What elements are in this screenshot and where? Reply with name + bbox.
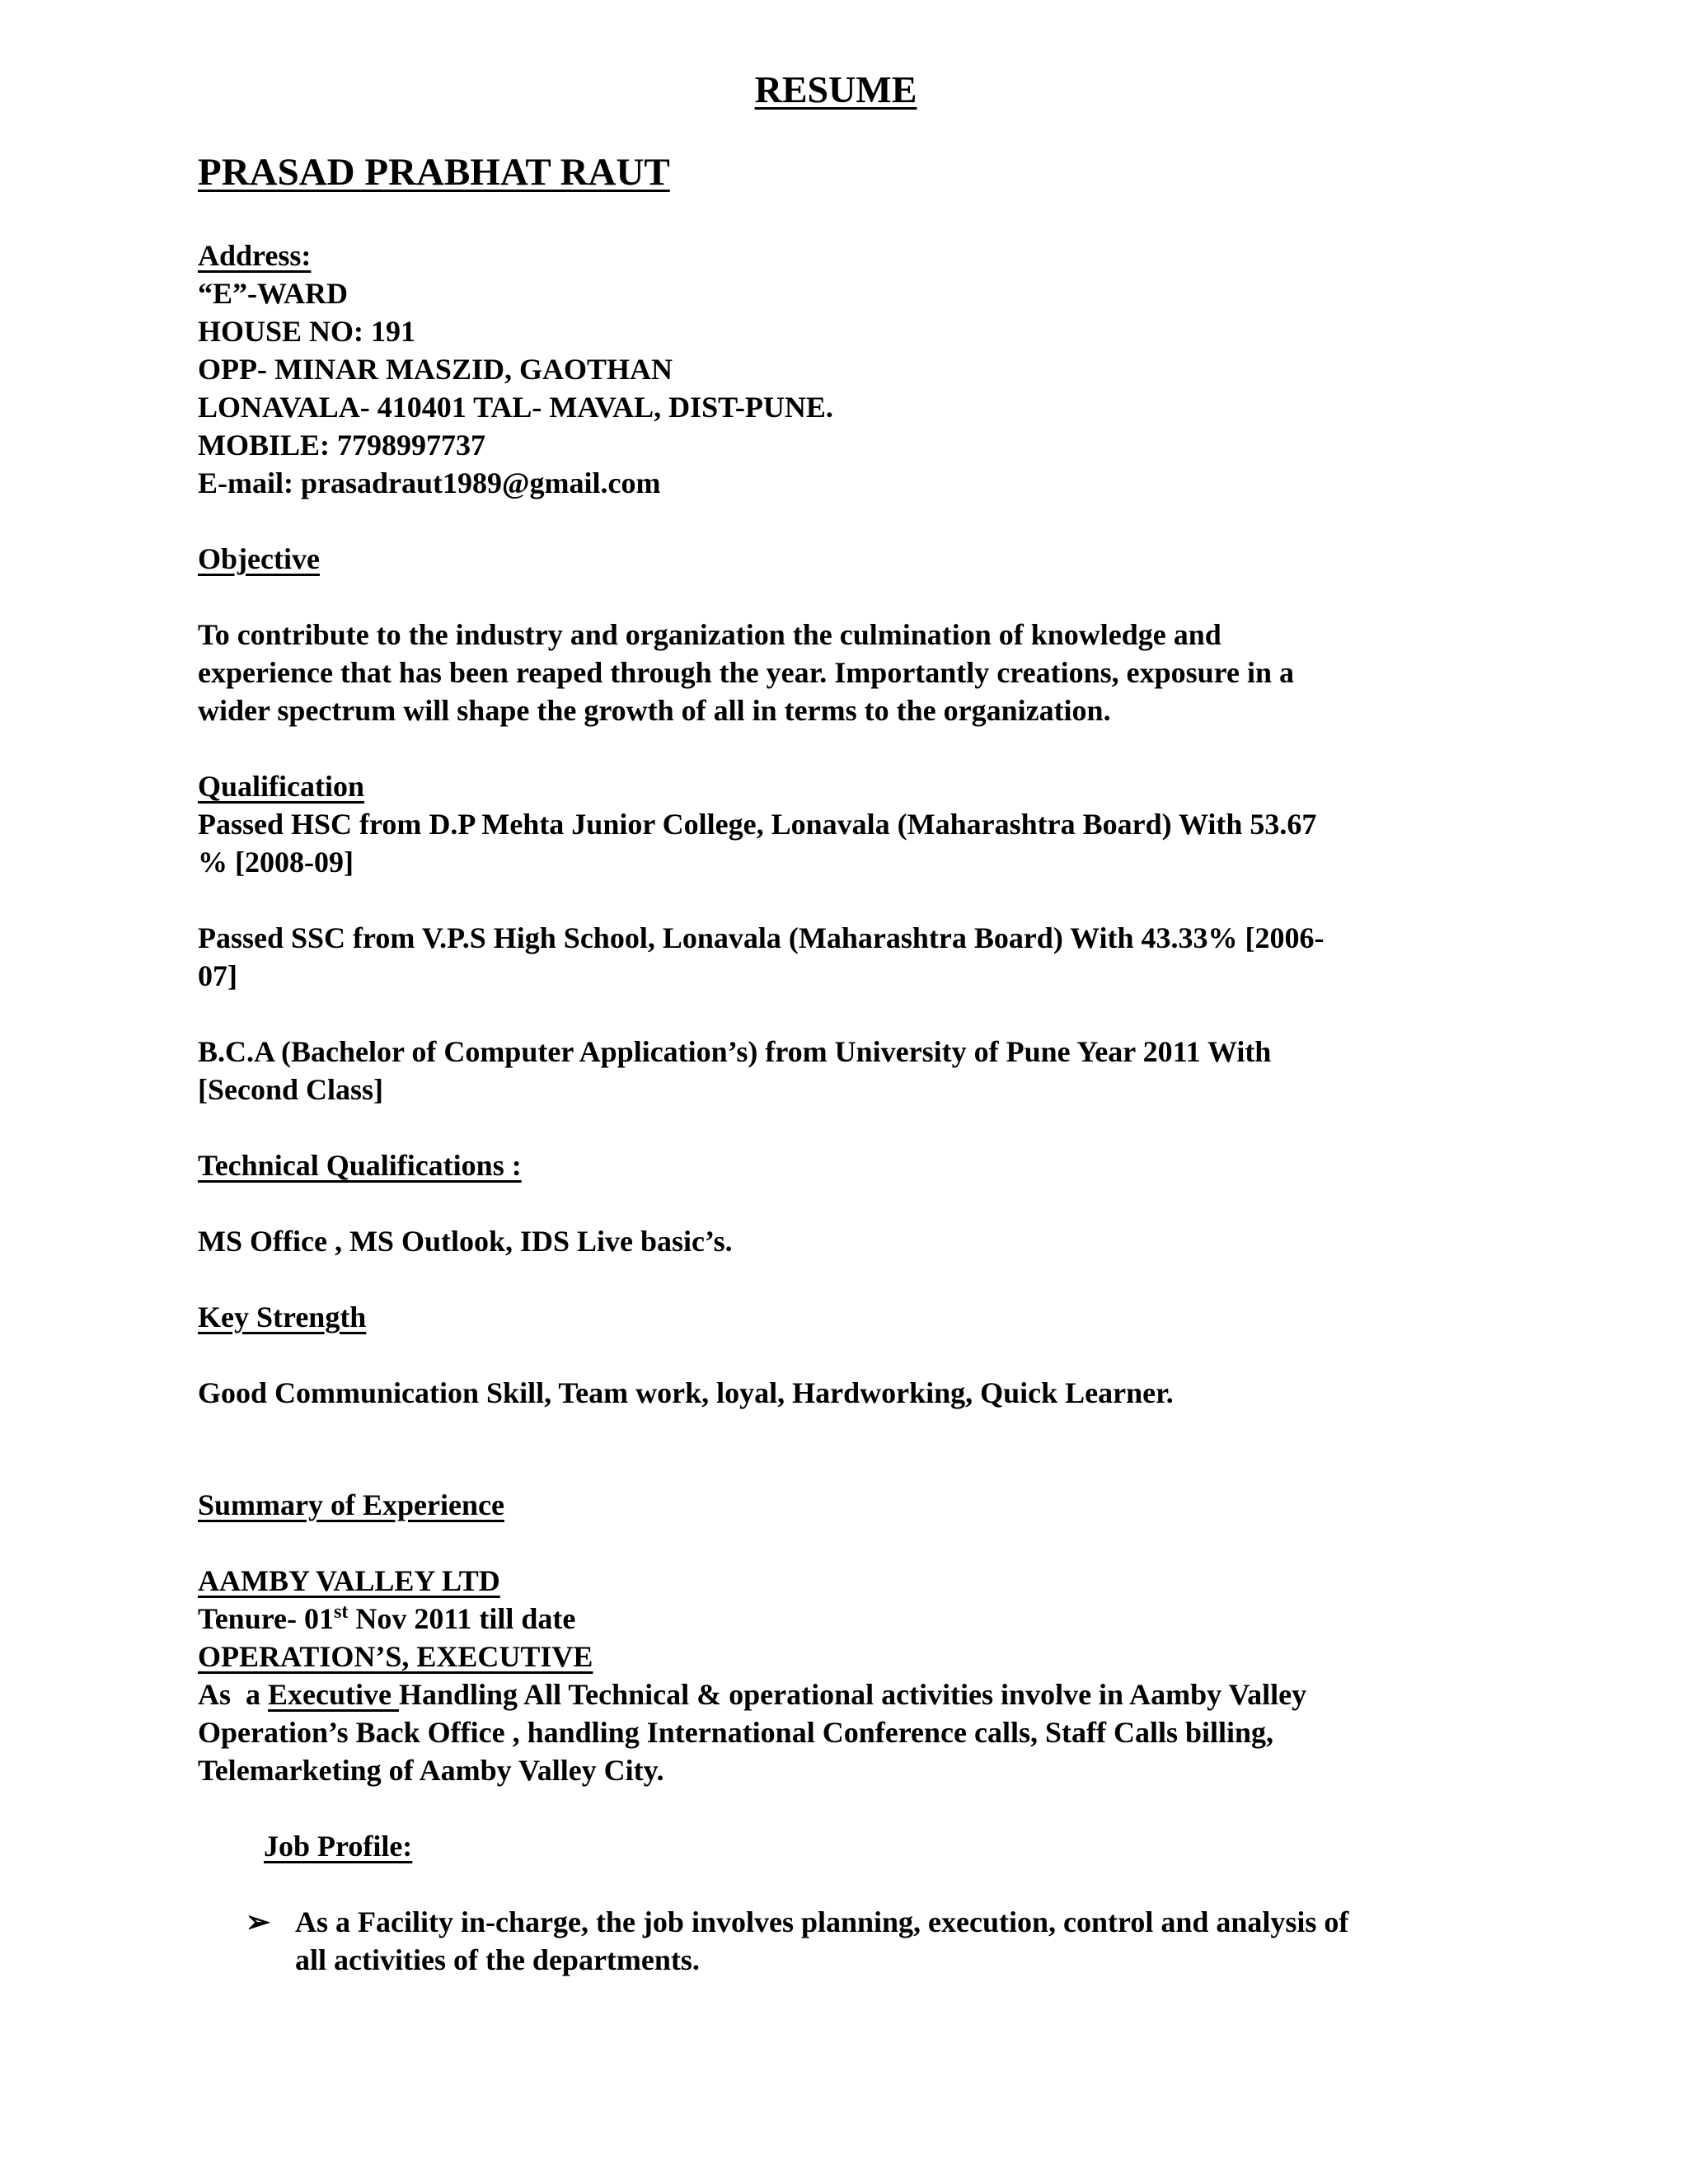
tenure-sup: st	[334, 1601, 349, 1623]
objective-line: wider spectrum will shape the growth of all in terms to the organization.	[198, 694, 1111, 727]
experience-desc-line3: Telemarketing of Aamby Valley City.	[198, 1754, 664, 1787]
job-profile-bullet-line1: As a Facility in-charge, the job involves planning, execution, control and analysis of	[295, 1905, 1349, 1938]
desc-prefix: As a	[198, 1678, 269, 1711]
candidate-name: PRASAD PRABHAT RAUT	[198, 151, 670, 194]
objective-heading: Objective	[198, 542, 320, 575]
qualification-heading: Qualification	[198, 770, 365, 803]
experience-heading: Summary of Experience	[198, 1488, 504, 1521]
arrow-bullet-icon: ➢	[246, 1905, 271, 1938]
address-heading: Address:	[198, 239, 312, 272]
job-role: OPERATION’S, EXECUTIVE	[198, 1640, 593, 1673]
company-name: AAMBY VALLEY LTD	[198, 1564, 500, 1597]
tenure-line	[198, 1600, 575, 1638]
key-strength-heading: Key Strength	[198, 1301, 367, 1333]
mobile-line: MOBILE: 7798997737	[198, 429, 486, 462]
desc-rest: Handling All Technical & operational activities involve in Aamby Valley	[398, 1678, 1307, 1711]
address-line: OPP- MINAR MASZID, GAOTHAN	[198, 353, 673, 386]
address-line: “E”-WARD	[198, 277, 349, 310]
experience-desc-line1	[198, 1675, 1306, 1713]
job-profile-bullet-line2: all activities of the departments.	[295, 1943, 700, 1976]
technical-heading: Technical Qualifications :	[198, 1149, 522, 1182]
qualification-ssc-line2: 07]	[198, 959, 237, 992]
objective-line: To contribute to the industry and organization the culmination of knowledge and	[198, 618, 1221, 651]
address-line: HOUSE NO: 191	[198, 315, 416, 348]
qualification-ssc-line1: Passed SSC from V.P.S High School, Lonavala (Maharashtra Board) With 43.33% [2006-	[198, 921, 1325, 954]
objective-line: experience that has been reaped through the year. Importantly creations, exposure in a	[198, 656, 1294, 689]
experience-desc-line2: Operation’s Back Office , handling International Conference calls, Staff Calls billing,	[198, 1716, 1274, 1749]
page-title: RESUME	[754, 68, 917, 110]
key-strength-text: Good Communication Skill, Team work, loyal, Hardworking, Quick Learner.	[198, 1376, 1174, 1409]
desc-role: Executive	[268, 1678, 399, 1711]
address-line: LONAVALA- 410401 TAL- MAVAL, DIST-PUNE.	[198, 391, 833, 424]
tenure-suffix: Nov 2011 till date	[348, 1602, 576, 1635]
email-line: E-mail: prasadraut1989@gmail.com	[198, 466, 661, 499]
qualification-bca-line1: B.C.A (Bachelor of Computer Application’s) from University of Pune Year 2011 With	[198, 1035, 1272, 1068]
job-profile-heading: Job Profile:	[264, 1830, 413, 1863]
technical-text: MS Office , MS Outlook, IDS Live basic’s.	[198, 1225, 733, 1258]
qualification-hsc-line1: Passed HSC from D.P Mehta Junior College, Lonavala (Maharashtra Board) With 53.67	[198, 808, 1317, 841]
qualification-bca-line2: [Second Class]	[198, 1073, 384, 1106]
qualification-hsc-line2: % [2008-09]	[198, 846, 354, 879]
tenure-prefix: Tenure- 01	[198, 1602, 335, 1635]
